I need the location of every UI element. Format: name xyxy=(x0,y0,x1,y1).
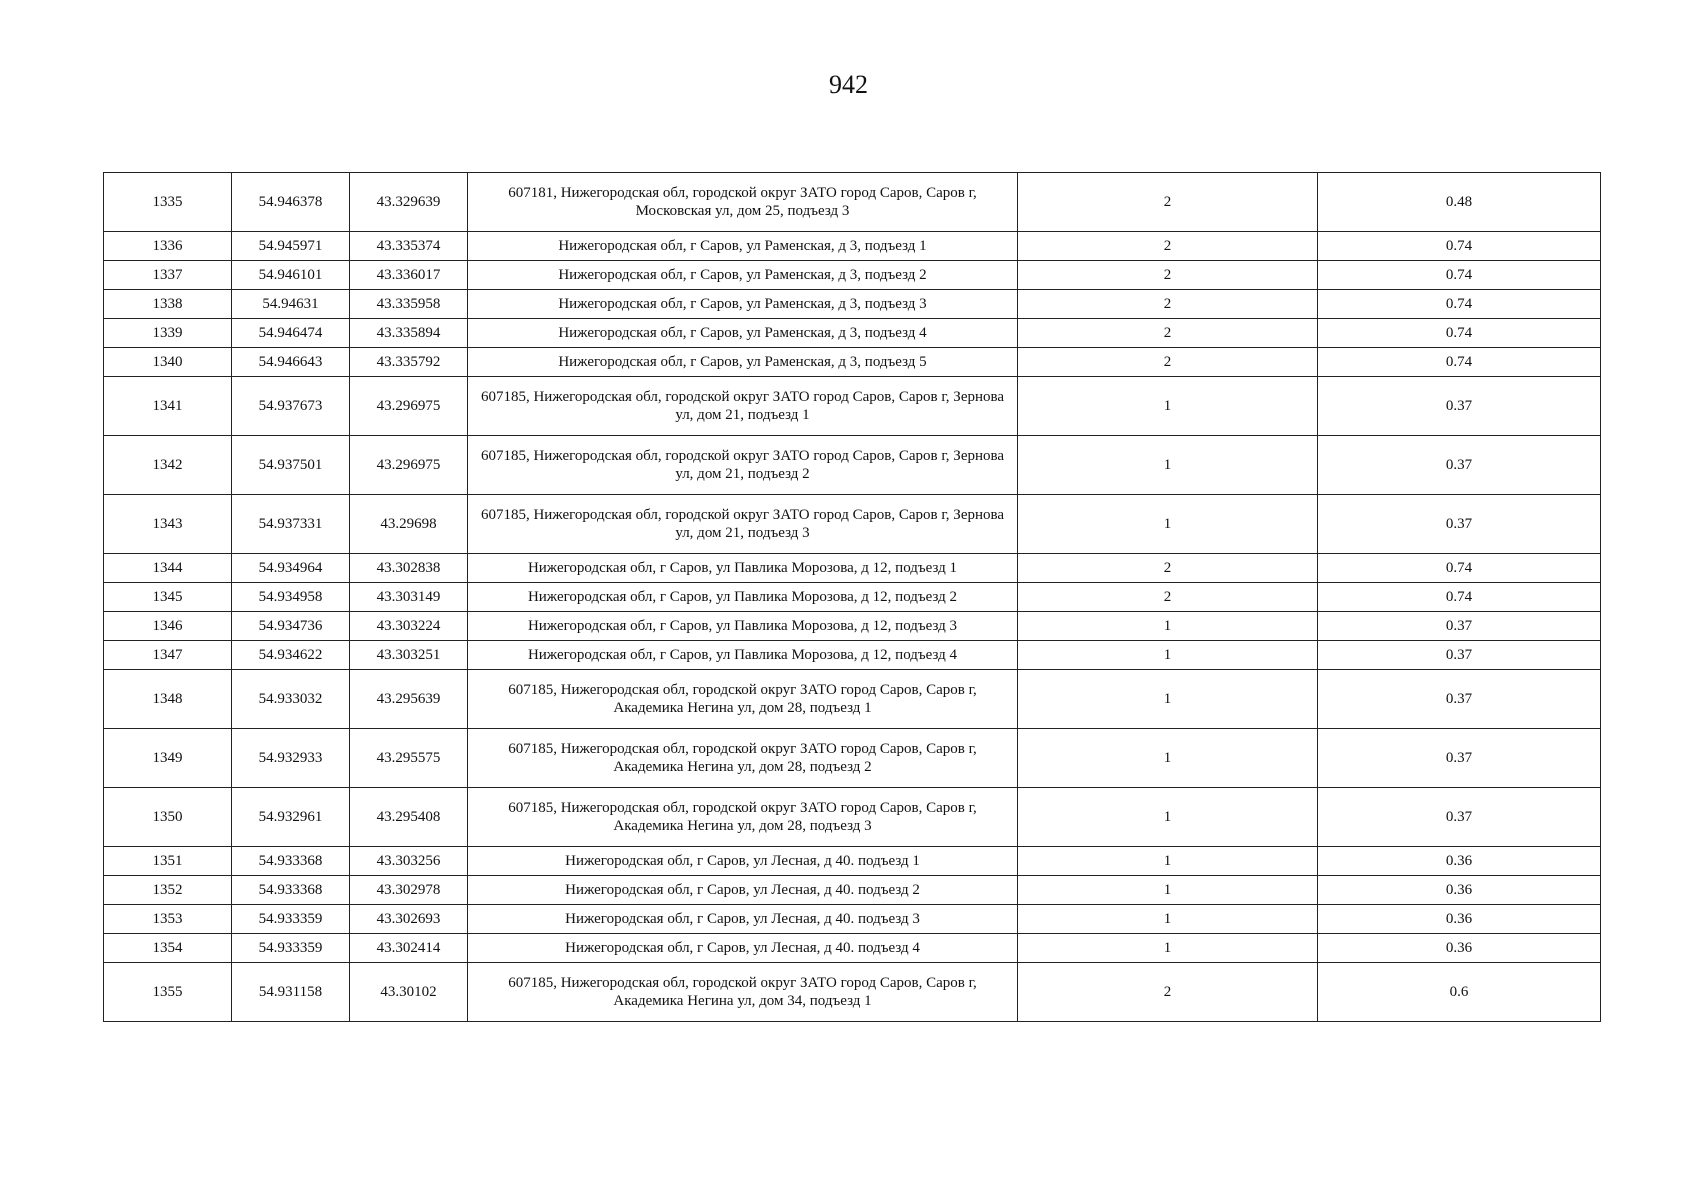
row-number-cell: 1355 xyxy=(104,963,232,1022)
volume-cell: 0.37 xyxy=(1318,641,1601,670)
table-row xyxy=(104,173,1601,232)
volume-cell: 0.74 xyxy=(1318,232,1601,261)
address-cell: 607185, Нижегородская обл, городской округ ЗАТО город Саров, Саров г, Академика Негина ул, дом 28, подъезд 3 xyxy=(468,788,1018,847)
container-count-cell: 2 xyxy=(1018,319,1318,348)
row-number-cell: 1344 xyxy=(104,554,232,583)
latitude-cell: 54.934736 xyxy=(232,612,350,641)
container-count-cell: 1 xyxy=(1018,934,1318,963)
longitude-cell: 43.296975 xyxy=(350,377,468,436)
address-cell: 607181, Нижегородская обл, городской округ ЗАТО город Саров, Саров г, Московская ул, дом 25, подъезд 3 xyxy=(468,173,1018,232)
row-number-cell: 1346 xyxy=(104,612,232,641)
address-cell: Нижегородская обл, г Саров, ул Раменская, д 3, подъезд 1 xyxy=(468,232,1018,261)
container-count-cell: 2 xyxy=(1018,290,1318,319)
table-row xyxy=(104,232,1601,261)
latitude-cell: 54.934958 xyxy=(232,583,350,612)
latitude-cell: 54.937331 xyxy=(232,495,350,554)
table-row xyxy=(104,934,1601,963)
container-count-cell: 1 xyxy=(1018,788,1318,847)
address-cell: Нижегородская обл, г Саров, ул Лесная, д 40. подъезд 2 xyxy=(468,876,1018,905)
longitude-cell: 43.335958 xyxy=(350,290,468,319)
container-count-cell: 1 xyxy=(1018,377,1318,436)
longitude-cell: 43.302978 xyxy=(350,876,468,905)
longitude-cell: 43.302414 xyxy=(350,934,468,963)
row-number-cell: 1343 xyxy=(104,495,232,554)
table-row xyxy=(104,348,1601,377)
latitude-cell: 54.933359 xyxy=(232,905,350,934)
longitude-cell: 43.335792 xyxy=(350,348,468,377)
longitude-cell: 43.302693 xyxy=(350,905,468,934)
table-row xyxy=(104,377,1601,436)
table-row xyxy=(104,905,1601,934)
table-row xyxy=(104,436,1601,495)
table-row xyxy=(104,290,1601,319)
address-cell: Нижегородская обл, г Саров, ул Павлика Морозова, д 12, подъезд 2 xyxy=(468,583,1018,612)
row-number-cell: 1339 xyxy=(104,319,232,348)
address-cell: 607185, Нижегородская обл, городской округ ЗАТО город Саров, Саров г, Зернова ул, дом 21, подъезд 3 xyxy=(468,495,1018,554)
longitude-cell: 43.335374 xyxy=(350,232,468,261)
volume-cell: 0.37 xyxy=(1318,377,1601,436)
row-number-cell: 1335 xyxy=(104,173,232,232)
address-cell: Нижегородская обл, г Саров, ул Раменская, д 3, подъезд 3 xyxy=(468,290,1018,319)
longitude-cell: 43.329639 xyxy=(350,173,468,232)
container-count-cell: 1 xyxy=(1018,612,1318,641)
row-number-cell: 1345 xyxy=(104,583,232,612)
address-cell: 607185, Нижегородская обл, городской округ ЗАТО город Саров, Саров г, Академика Негина ул, дом 34, подъезд 1 xyxy=(468,963,1018,1022)
latitude-cell: 54.933368 xyxy=(232,876,350,905)
longitude-cell: 43.295639 xyxy=(350,670,468,729)
address-cell: 607185, Нижегородская обл, городской округ ЗАТО город Саров, Саров г, Академика Негина ул, дом 28, подъезд 1 xyxy=(468,670,1018,729)
address-cell: Нижегородская обл, г Саров, ул Раменская, д 3, подъезд 5 xyxy=(468,348,1018,377)
container-count-cell: 1 xyxy=(1018,905,1318,934)
volume-cell: 0.74 xyxy=(1318,290,1601,319)
table-row xyxy=(104,495,1601,554)
table-row xyxy=(104,963,1601,1022)
latitude-cell: 54.946643 xyxy=(232,348,350,377)
container-count-cell: 1 xyxy=(1018,495,1318,554)
latitude-cell: 54.933368 xyxy=(232,847,350,876)
longitude-cell: 43.295575 xyxy=(350,729,468,788)
table-body xyxy=(104,173,1601,1022)
longitude-cell: 43.335894 xyxy=(350,319,468,348)
row-number-cell: 1340 xyxy=(104,348,232,377)
volume-cell: 0.37 xyxy=(1318,729,1601,788)
container-count-cell: 1 xyxy=(1018,641,1318,670)
address-cell: Нижегородская обл, г Саров, ул Лесная, д 40. подъезд 1 xyxy=(468,847,1018,876)
address-cell: Нижегородская обл, г Саров, ул Павлика Морозова, д 12, подъезд 4 xyxy=(468,641,1018,670)
row-number-cell: 1352 xyxy=(104,876,232,905)
address-cell: 607185, Нижегородская обл, городской округ ЗАТО город Саров, Саров г, Зернова ул, дом 21, подъезд 2 xyxy=(468,436,1018,495)
latitude-cell: 54.946378 xyxy=(232,173,350,232)
row-number-cell: 1351 xyxy=(104,847,232,876)
longitude-cell: 43.302838 xyxy=(350,554,468,583)
latitude-cell: 54.945971 xyxy=(232,232,350,261)
address-cell: Нижегородская обл, г Саров, ул Павлика Морозова, д 12, подъезд 1 xyxy=(468,554,1018,583)
table-row xyxy=(104,876,1601,905)
volume-cell: 0.37 xyxy=(1318,670,1601,729)
longitude-cell: 43.303149 xyxy=(350,583,468,612)
volume-cell: 0.36 xyxy=(1318,934,1601,963)
row-number-cell: 1336 xyxy=(104,232,232,261)
table-row xyxy=(104,554,1601,583)
volume-cell: 0.74 xyxy=(1318,348,1601,377)
container-count-cell: 1 xyxy=(1018,670,1318,729)
table-row xyxy=(104,670,1601,729)
address-cell: 607185, Нижегородская обл, городской округ ЗАТО город Саров, Саров г, Академика Негина ул, дом 28, подъезд 2 xyxy=(468,729,1018,788)
row-number-cell: 1350 xyxy=(104,788,232,847)
longitude-cell: 43.30102 xyxy=(350,963,468,1022)
container-count-cell: 2 xyxy=(1018,348,1318,377)
longitude-cell: 43.29698 xyxy=(350,495,468,554)
container-count-cell: 1 xyxy=(1018,729,1318,788)
table-row xyxy=(104,729,1601,788)
latitude-cell: 54.932961 xyxy=(232,788,350,847)
latitude-cell: 54.931158 xyxy=(232,963,350,1022)
container-count-cell: 2 xyxy=(1018,232,1318,261)
table-row xyxy=(104,612,1601,641)
page-number: 942 xyxy=(829,70,868,99)
row-number-cell: 1354 xyxy=(104,934,232,963)
latitude-cell: 54.937673 xyxy=(232,377,350,436)
longitude-cell: 43.296975 xyxy=(350,436,468,495)
longitude-cell: 43.303256 xyxy=(350,847,468,876)
latitude-cell: 54.934964 xyxy=(232,554,350,583)
container-count-cell: 1 xyxy=(1018,436,1318,495)
row-number-cell: 1347 xyxy=(104,641,232,670)
table-row xyxy=(104,319,1601,348)
table-row xyxy=(104,583,1601,612)
volume-cell: 0.74 xyxy=(1318,554,1601,583)
container-count-cell: 2 xyxy=(1018,173,1318,232)
latitude-cell: 54.934622 xyxy=(232,641,350,670)
longitude-cell: 43.303224 xyxy=(350,612,468,641)
latitude-cell: 54.937501 xyxy=(232,436,350,495)
latitude-cell: 54.933359 xyxy=(232,934,350,963)
container-count-cell: 2 xyxy=(1018,583,1318,612)
container-count-cell: 2 xyxy=(1018,554,1318,583)
address-cell: Нижегородская обл, г Саров, ул Лесная, д 40. подъезд 3 xyxy=(468,905,1018,934)
container-count-cell: 2 xyxy=(1018,963,1318,1022)
volume-cell: 0.36 xyxy=(1318,847,1601,876)
address-cell: Нижегородская обл, г Саров, ул Лесная, д 40. подъезд 4 xyxy=(468,934,1018,963)
volume-cell: 0.36 xyxy=(1318,905,1601,934)
volume-cell: 0.36 xyxy=(1318,876,1601,905)
row-number-cell: 1342 xyxy=(104,436,232,495)
container-count-cell: 1 xyxy=(1018,847,1318,876)
table-row xyxy=(104,261,1601,290)
row-number-cell: 1341 xyxy=(104,377,232,436)
address-cell: 607185, Нижегородская обл, городской округ ЗАТО город Саров, Саров г, Зернова ул, дом 21, подъезд 1 xyxy=(468,377,1018,436)
address-cell: Нижегородская обл, г Саров, ул Раменская, д 3, подъезд 2 xyxy=(468,261,1018,290)
row-number-cell: 1348 xyxy=(104,670,232,729)
table-row xyxy=(104,847,1601,876)
volume-cell: 0.48 xyxy=(1318,173,1601,232)
container-sites-table xyxy=(103,172,1601,1022)
volume-cell: 0.74 xyxy=(1318,319,1601,348)
table-row xyxy=(104,788,1601,847)
latitude-cell: 54.946101 xyxy=(232,261,350,290)
table-row xyxy=(104,641,1601,670)
latitude-cell: 54.94631 xyxy=(232,290,350,319)
row-number-cell: 1337 xyxy=(104,261,232,290)
volume-cell: 0.37 xyxy=(1318,788,1601,847)
row-number-cell: 1353 xyxy=(104,905,232,934)
longitude-cell: 43.336017 xyxy=(350,261,468,290)
volume-cell: 0.37 xyxy=(1318,612,1601,641)
longitude-cell: 43.303251 xyxy=(350,641,468,670)
volume-cell: 0.37 xyxy=(1318,495,1601,554)
address-cell: Нижегородская обл, г Саров, ул Раменская, д 3, подъезд 4 xyxy=(468,319,1018,348)
volume-cell: 0.37 xyxy=(1318,436,1601,495)
latitude-cell: 54.946474 xyxy=(232,319,350,348)
container-count-cell: 2 xyxy=(1018,261,1318,290)
volume-cell: 0.6 xyxy=(1318,963,1601,1022)
row-number-cell: 1349 xyxy=(104,729,232,788)
container-count-cell: 1 xyxy=(1018,876,1318,905)
latitude-cell: 54.933032 xyxy=(232,670,350,729)
longitude-cell: 43.295408 xyxy=(350,788,468,847)
row-number-cell: 1338 xyxy=(104,290,232,319)
address-cell: Нижегородская обл, г Саров, ул Павлика Морозова, д 12, подъезд 3 xyxy=(468,612,1018,641)
volume-cell: 0.74 xyxy=(1318,261,1601,290)
volume-cell: 0.74 xyxy=(1318,583,1601,612)
latitude-cell: 54.932933 xyxy=(232,729,350,788)
